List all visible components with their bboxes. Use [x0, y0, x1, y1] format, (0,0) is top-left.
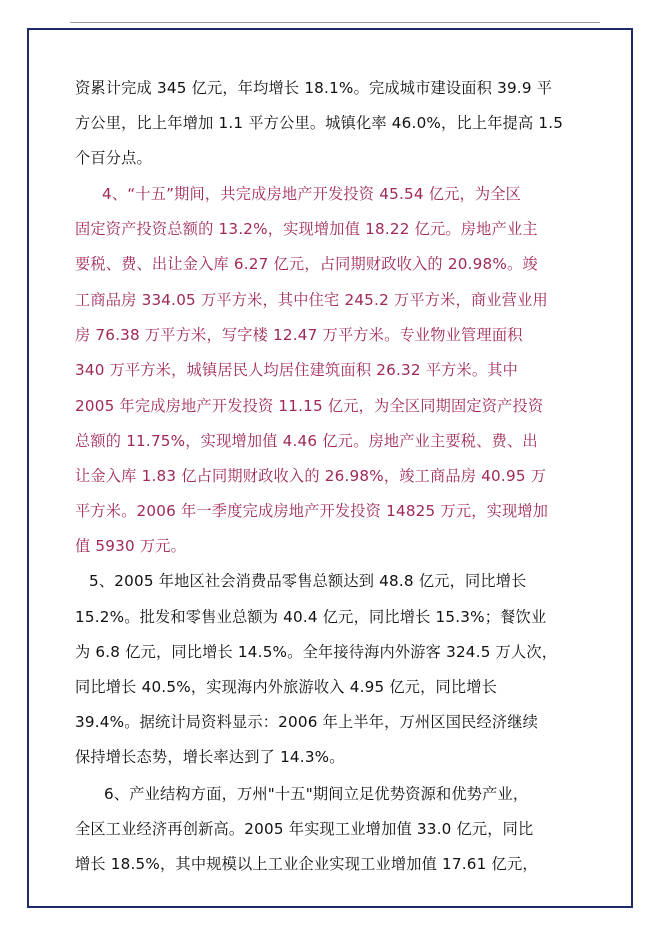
- text-line: 为 6.8 亿元，同比增长 14.5%。全年接待海内外游客 324.5 万人次，: [75, 643, 558, 661]
- text-line: 2005 年完成房地产开发投资 11.15 亿元，为全区同期固定资产投资: [75, 397, 544, 415]
- text-line: 全区工业经济再创新高。2005 年实现工业增加值 33.0 亿元，同比: [75, 820, 534, 838]
- text-line: 39.4%。据统计局资料显示：2006 年上半年，万州区国民经济继续: [75, 713, 539, 731]
- text-line: 要税、费、出让金入库 6.27 亿元，占同期财政收入的 20.98%。竣: [75, 255, 538, 273]
- text-line: 同比增长 40.5%，实现海内外旅游收入 4.95 亿元，同比增长: [75, 678, 498, 696]
- text-line: 15.2%。批发和零售业总额为 40.4 亿元，同比增长 15.3%；餐饮业: [75, 608, 547, 626]
- text-line: 资累计完成 345 亿元，年均增长 18.1%。完成城市建设面积 39.9 平: [75, 79, 553, 97]
- text-line: 工商品房 334.05 万平方米，其中住宅 245.2 万平方米，商业营业用: [75, 291, 548, 309]
- text-line: 保持增长态势，增长率达到了 14.3%。: [75, 748, 345, 766]
- text-line: 6、产业结构方面，万州"十五"期间立足优势资源和优势产业，: [104, 785, 529, 803]
- text-line: 让金入库 1.83 亿占同期财政收入的 26.98%，竣工商品房 40.95 万: [75, 467, 547, 485]
- text-line: 增长 18.5%，其中规模以上工业企业实现工业增加值 17.61 亿元，: [75, 855, 538, 873]
- text-line: 5、2005 年地区社会消费品零售总额达到 48.8 亿元，同比增长: [89, 572, 527, 590]
- text-line: 值 5930 万元。: [75, 537, 187, 555]
- text-line: 固定资产投资总额的 13.2%，实现增加值 18.22 亿元。房地产业主: [75, 220, 538, 238]
- text-line: 方公里，比上年增加 1.1 平方公里。城镇化率 46.0%，比上年提高 1.5: [75, 114, 564, 132]
- text-line: 个百分点。: [75, 149, 152, 167]
- text-line: 4、“十五”期间，共完成房地产开发投资 45.54 亿元，为全区: [102, 185, 522, 203]
- text-line: 340 万平方米，城镇居民人均居住建筑面积 26.32 平方米。其中: [75, 361, 519, 379]
- text-line: 房 76.38 万平方米，写字楼 12.47 万平方米。专业物业管理面积: [75, 326, 523, 344]
- page-header-rule: [70, 22, 600, 23]
- text-line: 总额的 11.75%，实现增加值 4.46 亿元。房地产业主要税、费、出: [75, 432, 538, 450]
- text-line: 平方米。2006 年一季度完成房地产开发投资 14825 万元，实现增加: [75, 502, 549, 520]
